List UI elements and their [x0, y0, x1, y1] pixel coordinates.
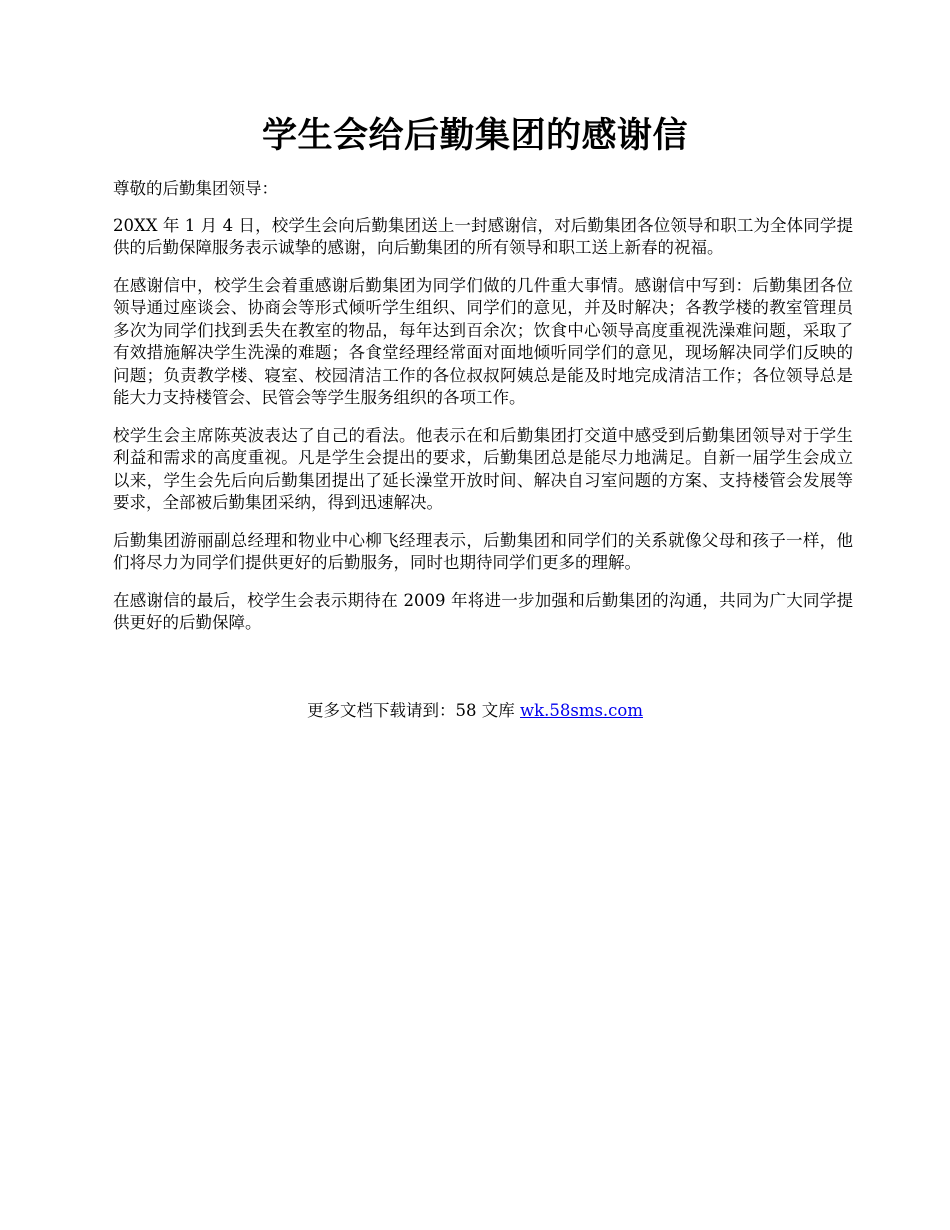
paragraph-key-matters: 在感谢信中，校学生会着重感谢后勤集团为同学们做的几件重大事情。感谢信中写到：后勤集团各位领导通过座谈会、协商会等形式倾听学生组织、同学们的意见，并及时解决；各教学楼的教室管理员多次为同学们找到丢失在教室的物品，每年达到百余次；饮食中心领导高度重视洗澡难问题，采取了有效措施解决学生洗澡的难题；各食堂经理经常面对面地倾听同学们的意见，现场解决同学们反映的问题；负责教学楼、寝室、校园清洁工作的各位叔叔阿姨总是能及时地完成清洁工作；各位领导总是能大力支持楼管会、民管会等学生服务组织的各项工作。 — [113, 275, 853, 407]
paragraph-date-thanks: 20XX 年 1 月 4 日，校学生会向后勤集团送上一封感谢信，对后勤集团各位领导和职工为全体同学提供的后勤保障服务表示诚挚的感谢，向后勤集团的所有领导和职工送上新春的祝福。 — [113, 215, 853, 257]
salutation: 尊敬的后勤集团领导： — [113, 179, 278, 198]
page-title: 学生会给后勤集团的感谢信 — [261, 115, 688, 156]
paragraph-chairman-view: 校学生会主席陈英波表达了自己的看法。他表示在和后勤集团打交道中感受到后勤集团领导对于学生利益和需求的高度重视。凡是学生会提出的要求，后勤集团总是能尽力地满足。自新一届学生会成立以来，学生会先后向后勤集团提出了延长澡堂开放时间、解决自习室问题的方案、支持楼管会发展等要求，全部被后勤集团采纳，得到迅速解决。 — [113, 425, 853, 512]
footer-text: 更多文档下载请到：58 文库 — [306, 701, 520, 720]
download-footer — [0, 699, 950, 723]
footer-link[interactable]: wk.58sms.com — [519, 701, 643, 720]
paragraph-managers-response: 后勤集团游丽副总经理和物业中心柳飞经理表示，后勤集团和同学们的关系就像父母和孩子一样，他们将尽力为同学们提供更好的后勤服务，同时也期待同学们更多的理解。 — [113, 530, 853, 572]
paragraph-closing: 在感谢信的最后，校学生会表示期待在 2009 年将进一步加强和后勤集团的沟通，共同为广大同学提供更好的后勤保障。 — [113, 590, 853, 632]
letter-body — [113, 178, 853, 650]
